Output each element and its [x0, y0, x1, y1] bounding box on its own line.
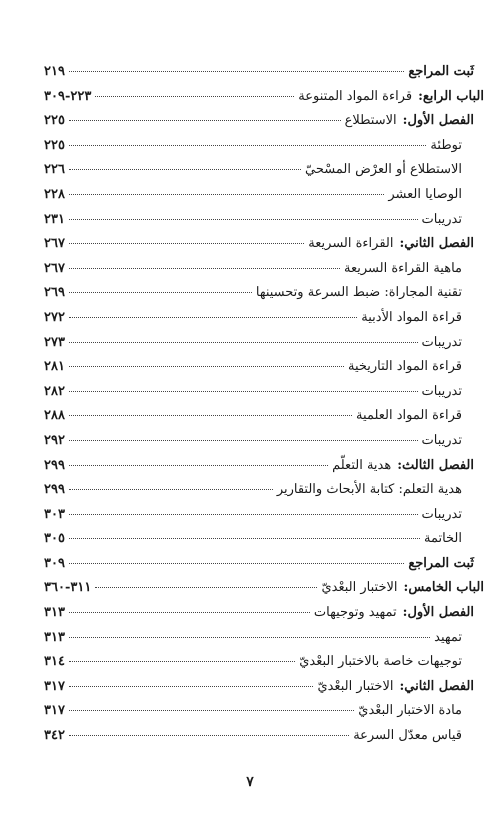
toc-entry-label: [256, 285, 462, 300]
dot-leader: [69, 637, 430, 638]
toc-entry-title: تدريبات: [421, 506, 462, 522]
dot-leader: [69, 538, 420, 539]
dot-leader: [69, 317, 357, 318]
toc-entry: [44, 310, 484, 335]
toc-entry: [44, 384, 484, 409]
toc-entry: [44, 679, 484, 704]
toc-entry: [44, 507, 484, 532]
dot-leader: [69, 514, 418, 515]
toc-entry: [44, 261, 484, 286]
toc-entry-page-number: ٢٢٣-٣٠٩: [44, 88, 92, 104]
toc-entry-section-prefix: الفصل الأول:: [402, 605, 474, 621]
toc-entry-label: [408, 556, 474, 571]
dot-leader: [69, 735, 349, 736]
toc-entry: [44, 703, 484, 728]
toc-entry-page-number: ٢٩٩: [44, 482, 65, 498]
toc-entry-title: القراءة السريعة: [308, 236, 394, 252]
toc-entry-page-number: ٣٠٩: [44, 555, 65, 571]
toc-entry-label: [422, 384, 462, 399]
toc-entry-page-number: ٢٢٥: [44, 137, 65, 153]
toc-entry-label: [356, 408, 462, 423]
toc-entry-title: تمهيد وتوجيهات: [313, 605, 397, 621]
toc-entry-title: تمهيد: [434, 629, 462, 645]
dot-leader: [95, 96, 294, 97]
toc-entry-page-number: ٢٢٥: [44, 113, 65, 129]
toc-entry: [44, 138, 484, 163]
toc-entry-title: تدريبات: [421, 211, 462, 227]
toc-entry-page-number: ٣٠٥: [44, 531, 65, 547]
toc-entry-label: [277, 482, 462, 497]
toc-entry-title: الاستطلاع أو العرْض المسْحيّ: [305, 162, 462, 178]
toc-entry-page-number: ٢٦٧: [44, 236, 65, 252]
toc-entry-title: ثَبت المراجع: [408, 555, 474, 571]
dot-leader: [69, 440, 418, 441]
toc-entry-label: [314, 605, 474, 620]
toc-entry-page-number: ٣١٣: [44, 605, 65, 621]
dot-leader: [69, 366, 344, 367]
toc-entry-title: تدريبات: [421, 432, 462, 448]
table-of-contents: [44, 64, 484, 753]
toc-entry-label: [408, 64, 474, 79]
dot-leader: [69, 661, 295, 662]
toc-entry: [44, 630, 484, 655]
toc-entry-page-number: ٣١٣: [44, 629, 65, 645]
toc-entry-section-prefix: الفصل الثالث:: [397, 457, 474, 473]
toc-entry-label: [422, 433, 462, 448]
toc-entry-section-prefix: الفصل الأول:: [402, 113, 474, 129]
toc-entry: [44, 113, 484, 138]
toc-entry-title: قياس معدّل السرعة: [353, 728, 462, 744]
toc-entry-page-number: ٣٠٣: [44, 506, 65, 522]
toc-entry-label: [388, 187, 462, 202]
toc-entry: [44, 335, 484, 360]
dot-leader: [69, 489, 273, 490]
toc-entry: [44, 212, 484, 237]
toc-entry-label: [298, 89, 484, 104]
toc-entry-page-number: ٢٨٢: [44, 383, 65, 399]
dot-leader: [69, 563, 404, 564]
toc-entry-page-number: ٢٧٢: [44, 309, 65, 325]
toc-entry-title: الاختبار البعْديّ: [317, 678, 394, 694]
dot-leader: [69, 686, 313, 687]
toc-entry-section-prefix: الفصل الثاني:: [399, 678, 474, 694]
dot-leader: [69, 243, 304, 244]
dot-leader: [69, 391, 418, 392]
toc-entry: [44, 654, 484, 679]
toc-entry-label: [308, 236, 474, 251]
page-number: ٧: [246, 774, 254, 790]
dot-leader: [95, 587, 317, 588]
toc-entry-title: ثَبت المراجع: [408, 64, 474, 79]
dot-leader: [69, 292, 252, 293]
toc-entry-label: [358, 703, 462, 718]
toc-entry: [44, 359, 484, 384]
toc-entry-label: [422, 212, 462, 227]
toc-entry-title: الاختبار البعْديّ: [321, 580, 398, 596]
dot-leader: [69, 415, 352, 416]
dot-leader: [69, 612, 310, 613]
toc-entry-page-number: ٢٨٨: [44, 408, 65, 424]
dot-leader: [69, 145, 426, 146]
toc-entry: [44, 605, 484, 630]
toc-entry-page-number: ٢٩٩: [44, 457, 65, 473]
toc-entry-title: ماهية القراءة السريعة: [344, 260, 462, 276]
toc-entry-title: تدريبات: [421, 383, 462, 399]
toc-entry-title: قراءة المواد المتنوعة: [298, 88, 413, 104]
toc-entry: [44, 408, 484, 433]
toc-entry: [44, 64, 484, 89]
toc-entry-title: تدريبات: [421, 334, 462, 350]
toc-entry: [44, 89, 484, 114]
toc-entry: [44, 236, 484, 261]
toc-entry-title: الوصايا العشر: [388, 186, 462, 202]
toc-entry-label: [332, 458, 474, 473]
toc-entry-label: [424, 531, 462, 546]
dot-leader: [69, 169, 301, 170]
toc-entry-title: تقنية المجاراة: ضبط السرعة وتحسينها: [255, 285, 462, 301]
dot-leader: [69, 268, 340, 269]
toc-entry: [44, 728, 484, 753]
toc-entry-page-number: ٢٦٩: [44, 285, 65, 301]
toc-entry-title: قراءة المواد الأدبية: [361, 309, 462, 325]
dot-leader: [69, 342, 418, 343]
toc-entry: [44, 187, 484, 212]
toc-entry-page-number: ٢٦٧: [44, 260, 65, 276]
dot-leader: [69, 120, 341, 121]
toc-entry-section-prefix: الباب الرابع:: [418, 88, 484, 104]
toc-entry-label: [348, 359, 462, 374]
toc-entry-page-number: ٣١٧: [44, 703, 65, 719]
toc-entry-page-number: ٣١١-٣٦٠: [44, 580, 92, 596]
toc-entry-page-number: ٣٤٢: [44, 728, 65, 744]
toc-entry-label: [344, 261, 462, 276]
toc-entry-page-number: ٢٩٢: [44, 432, 65, 448]
toc-entry-page-number: ٢٢٦: [44, 162, 65, 178]
toc-entry: [44, 285, 484, 310]
toc-entry-label: [353, 728, 462, 743]
dot-leader: [69, 219, 418, 220]
toc-entry-title: الخاتمة: [423, 531, 462, 547]
toc-entry: [44, 580, 484, 605]
toc-entry-title: قراءة المواد التاريخية: [347, 359, 462, 375]
toc-entry-page-number: ٢٢٨: [44, 186, 65, 202]
toc-entry-title: قراءة المواد العلمية: [356, 408, 462, 424]
toc-entry-page-number: ٢٣١: [44, 211, 65, 227]
toc-entry: [44, 482, 484, 507]
toc-entry-label: [305, 162, 462, 177]
toc-entry-page-number: ٢٨١: [44, 359, 65, 375]
toc-entry-title: الاستطلاع: [344, 113, 397, 129]
toc-entry-label: [422, 507, 462, 522]
toc-entry-label: [345, 113, 474, 128]
dot-leader: [69, 710, 354, 711]
toc-entry-label: [361, 310, 462, 325]
toc-entry: [44, 433, 484, 458]
toc-entry-page-number: ٣١٧: [44, 678, 65, 694]
toc-entry: [44, 531, 484, 556]
toc-entry-page-number: ٢٧٣: [44, 334, 65, 350]
toc-entry: [44, 556, 484, 581]
toc-entry-section-prefix: الفصل الثاني:: [399, 236, 474, 252]
toc-entry-title: مادة الاختبار البعْديّ: [358, 703, 462, 719]
toc-entry-label: [430, 138, 462, 153]
toc-entry-title: هدية التعلم: كتابة الأبحاث والتقارير: [276, 482, 462, 498]
toc-entry-label: [422, 335, 462, 350]
toc-entry-label: [321, 580, 484, 595]
dot-leader: [69, 194, 384, 195]
toc-entry-title: توطئة: [430, 137, 462, 153]
toc-entry-page-number: ٣١٤: [44, 654, 65, 670]
dot-leader: [69, 71, 404, 72]
toc-entry-label: [317, 679, 474, 694]
toc-entry-label: [299, 654, 462, 669]
toc-entry: [44, 458, 484, 483]
dot-leader: [69, 465, 328, 466]
toc-entry-title: توجيهات خاصة بالاختبار البعْديّ: [299, 654, 462, 670]
toc-entry-page-number: ٢١٩: [44, 64, 65, 79]
toc-entry-section-prefix: الباب الخامس:: [403, 580, 484, 596]
toc-entry: [44, 162, 484, 187]
toc-entry-label: [434, 630, 462, 645]
toc-entry-title: هدية التعلّم: [332, 457, 392, 473]
